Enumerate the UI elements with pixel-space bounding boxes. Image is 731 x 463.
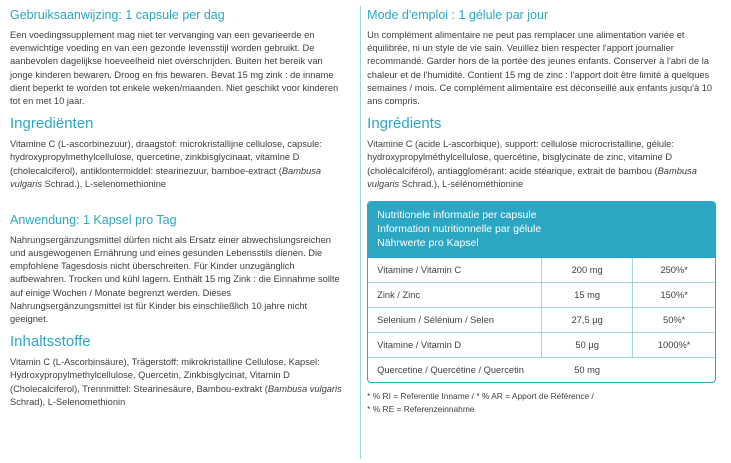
text-usage-fr: Un complément alimentaire ne peut pas remplacer une alimentation variée et équilibrée, ni un style de vie sain. Veuillez bien respecter l'apport journalier recommandé. Garder hors de la portée des jeunes enfants. Conserver à l'abri de la chaleur et de l'humidité. Contient 15 mg de zinc : l'apport doit être limité à quelques semaines / mois. Ce complément alimentaire est déconseillé aux enfants jusqu'à 10 ans compris.: [367, 30, 713, 106]
nutrient-amount: 50 mg: [542, 358, 633, 383]
text-usage-nl: Een voedingssupplement mag niet ter vervanging van een gevarieerde en evenwichtige voeding en van een gezonde levensstijl worden gebruikt. De aanbevolen dagelijkse hoeveelheid niet overschrijden. Buiten het bereik van jonge kinderen bewaren. Droog en fris bewaren. Bevat 15 mg zink : de inname dient beperkt te worden tot enkele weken/maanden. Niet geschikt voor kinderen tot en met 10 jaar.: [10, 30, 339, 106]
footnote-line-1: * % RI = Referentie Inname / * % AR = Apport de Référence /: [367, 391, 594, 402]
ingredients-de-part2: Schrad), L-Selenomethionin: [10, 396, 126, 407]
text-usage-de: Nahrungsergänzungsmittel dürfen nicht als Ersatz einer abwechslungsreichen und ausgewogenen Ernährung und eines gesunden Lebensstils dienen. Die empfohlene Tagesdosis nicht überschreiten. Für Kinder unzugänglich aufbewahren. Trocken und kühl lagern. Enthält 15 mg Zink : die Einnahme sollte auf einige Wochen / Monate begrenzt werden. Dieses Nahrungsergänzungsmittel ist für Kinder bis einschließlich 10 jahre nicht geeignet.: [10, 234, 340, 324]
left-column: [10, 8, 355, 463]
nutrient-ri: [633, 358, 716, 383]
nutrient-amount: 50 µg: [542, 333, 633, 358]
table-row: [368, 358, 715, 383]
heading-usage-de: Anwendung: 1 Kapsel pro Tag: [10, 212, 177, 227]
ingredients-fr-latin-name: Bambusa vulgaris: [367, 165, 697, 189]
nutrition-title-de: Nährwerte pro Kapsel: [377, 236, 479, 249]
nutrition-values-table: [368, 258, 715, 382]
right-column: [355, 8, 721, 463]
column-divider: [360, 6, 361, 459]
ingredients-de-part1: Vitamin C (L-Ascorbinsäure), Trägerstoff: mikrokristalline Cellulose, Kapsel: Hydroxypropylmethylcellulose, Quercetin, Zinkbisglycinat, Vitamin D (Cholecalciferol), Trennmittel: Stearinesäure, Bambou-extrakt (: [10, 357, 320, 394]
ingredients-fr-part2: Schrad.), L-sélénométhionine: [399, 178, 524, 189]
text-ingredients-de: [10, 356, 343, 409]
nutrient-ri: 1000%*: [633, 333, 716, 358]
nutrition-title-fr: Information nutritionnelle par gélule: [377, 222, 542, 235]
nutrient-name: Selenium / Sélénium / Selen: [368, 308, 542, 333]
nutrient-amount: 200 mg: [542, 258, 633, 283]
heading-ingredients-de: Inhaltsstoffe: [10, 333, 91, 351]
nutrient-amount: 15 mg: [542, 283, 633, 308]
heading-ingredients-nl: Ingrediënten: [10, 115, 94, 133]
heading-usage-nl: Gebruiksaanwijzing: 1 capsule per dag: [10, 8, 225, 22]
spacer-left-1: [10, 193, 343, 213]
nutrient-name: Quercetine / Quercétine / Quercetin: [368, 358, 542, 383]
table-row: [368, 283, 715, 308]
heading-ingredients-fr: Ingrédients: [367, 115, 442, 133]
ingredients-nl-latin-name: Bambusa vulgaris: [10, 165, 322, 189]
nutrient-ri: 150%*: [633, 283, 716, 308]
ingredients-de-latin-name: Bambusa vulgaris: [267, 383, 342, 394]
ingredients-fr-part1: Vitamine C (acide L-ascorbique), support: cellulose microcristalline, gélule: hydroxypropylméthylcellulose, quercétine, bisglycinate de zinc, vitamine D (cholécalciférol), antiagglomérant: acide stéarique, extrait de bambou (: [367, 139, 674, 176]
nutrient-ri: 250%*: [633, 258, 716, 283]
text-ingredients-nl: [10, 138, 343, 191]
ingredients-nl-part1: Vitamine C (L-ascorbinezuur), draagstof: microkristallijne cellulose, capsule: hydroxypropylmethylcellulose, quercetine, zinkbisglycinaat, vitamine D (cholecalciferol), antiklontermiddel: stearinezuur, bamboe-extract (: [10, 139, 322, 176]
nutrition-table-header: [368, 202, 715, 259]
nutrient-ri: 50%*: [633, 308, 716, 333]
table-row: [368, 308, 715, 333]
nutrient-name: Vitamine / Vitamin C: [377, 265, 462, 276]
nutrient-name: Vitamine / Vitamin D: [368, 333, 542, 358]
text-ingredients-fr: [367, 138, 721, 191]
table-row: [368, 258, 715, 283]
nutrient-name: Zink / Zinc: [368, 283, 542, 308]
footnote-line-2: * % RE = Referenzeinnahme: [367, 403, 475, 414]
nutrition-table: [367, 201, 716, 384]
nutrient-amount: 27,5 µg: [542, 308, 633, 333]
nutrition-title-nl: Nutritionele informatie per capsule: [377, 208, 537, 221]
heading-usage-fr: Mode d'emploi : 1 gélule par jour: [367, 8, 549, 22]
table-row: [368, 333, 715, 358]
ingredients-nl-part2: Schrad.), L-selenomethionine: [42, 178, 167, 189]
nutrition-footnote: [367, 390, 721, 414]
